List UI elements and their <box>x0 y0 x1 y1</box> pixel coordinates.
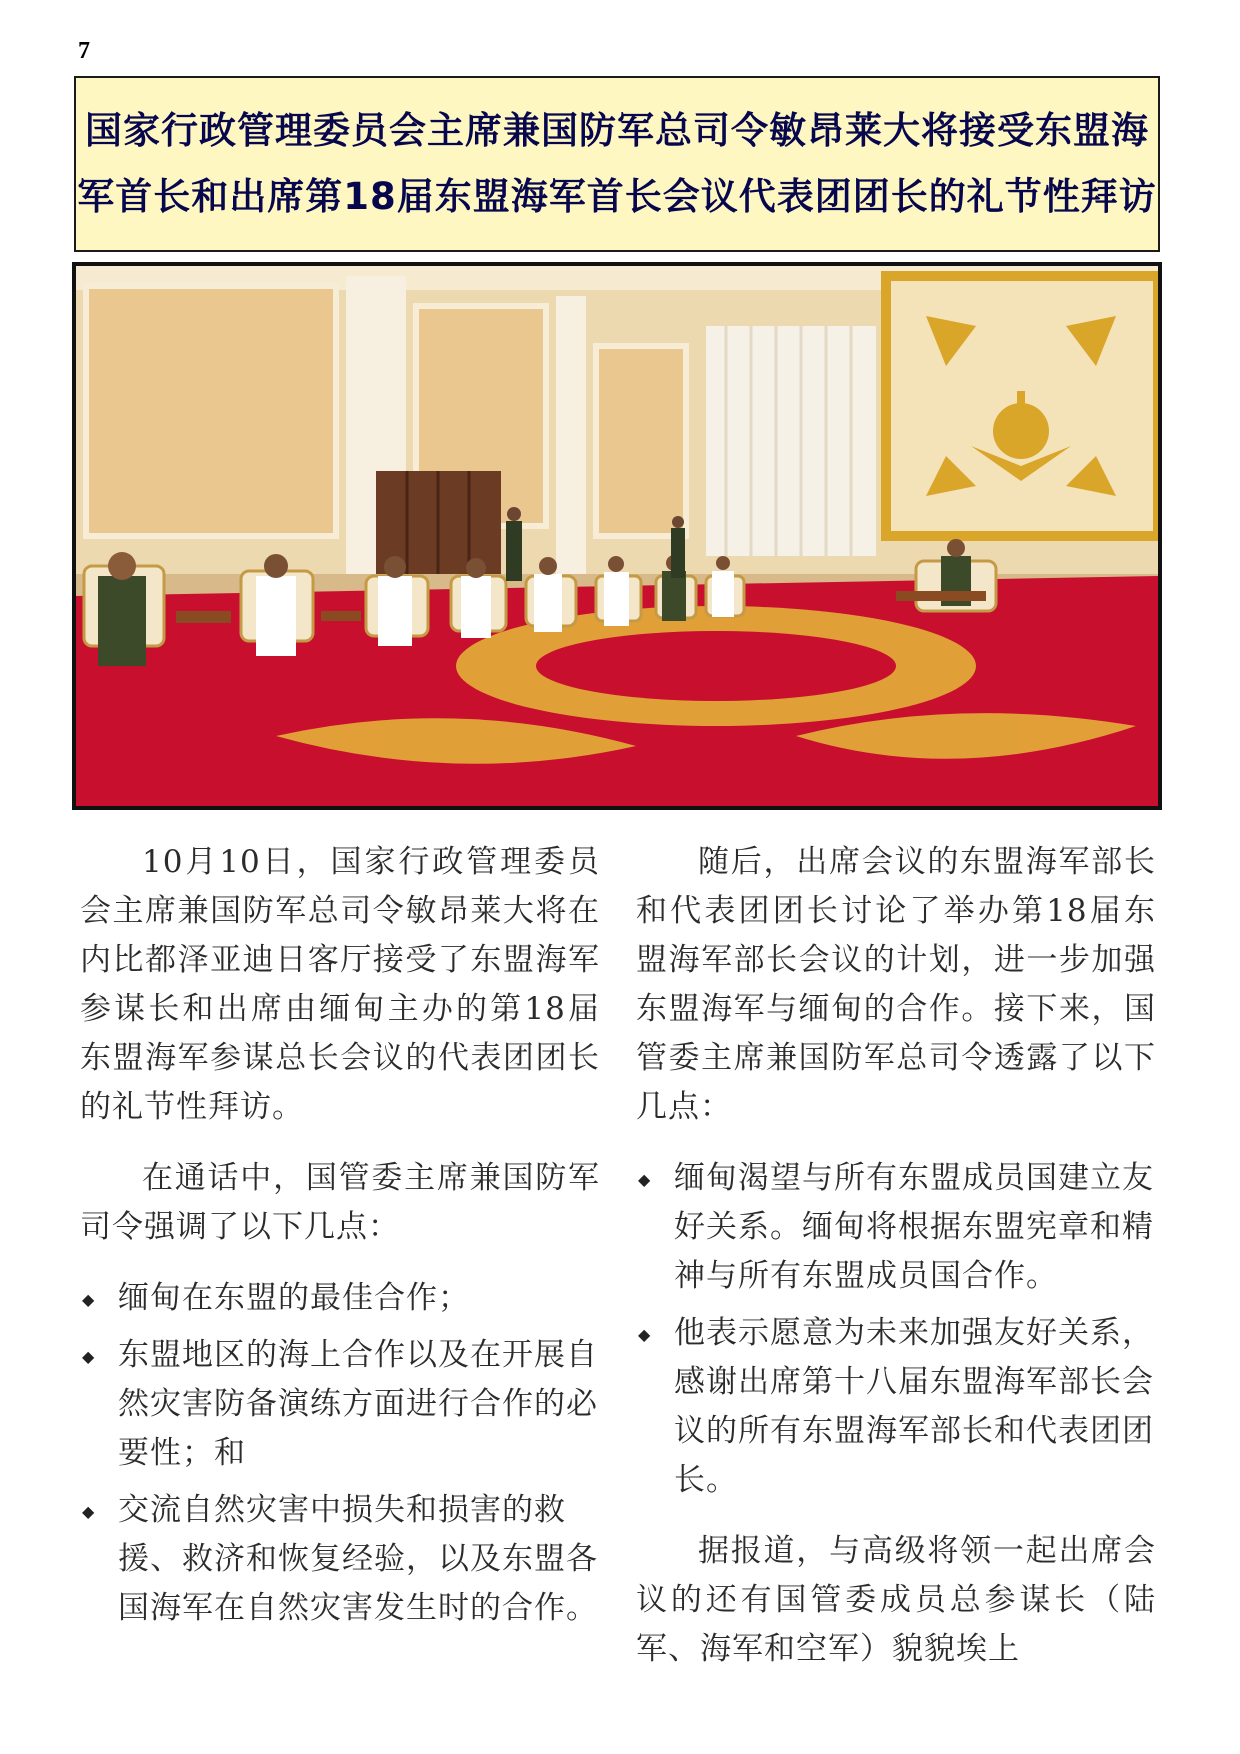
bullet-text: 缅甸在东盟的最佳合作； <box>118 1280 470 1316</box>
list-item <box>80 1331 600 1478</box>
list-item <box>636 1154 1156 1301</box>
right-column <box>636 838 1156 1674</box>
left-column <box>80 838 600 1655</box>
bullet-text: 缅甸渴望与所有东盟成员国建立友好关系。缅甸将根据东盟宪章和精神与所有东盟成员国合作。 <box>674 1160 1154 1294</box>
headline-line-2: 军首长和出席第18届东盟海军首长会议代表团团长的礼节性拜访 <box>77 175 1157 218</box>
meeting-hall-illustration <box>76 266 1158 806</box>
headline-box <box>74 76 1160 252</box>
diamond-bullet-icon: ◆ <box>82 1502 96 1521</box>
page-number: 7 <box>78 38 90 64</box>
list-item <box>636 1309 1156 1505</box>
diamond-bullet-icon: ◆ <box>638 1170 652 1189</box>
right-bullet-list <box>636 1154 1156 1505</box>
left-paragraph-1: 10月10日，国家行政管理委员会主席兼国防军总司令敏昂莱大将在内比都泽亚迪日客厅接受了东盟海军参谋长和出席由缅甸主办的第18届东盟海军参谋总长会议的代表团团长的礼节性拜访。 <box>80 844 600 1125</box>
bullet-text: 交流自然灾害中损失和损害的救援、救济和恢复经验，以及东盟各国海军在自然灾害发生时的合作。 <box>118 1492 598 1626</box>
right-paragraph-2: 据报道，与高级将领一起出席会议的还有国管委成员总参谋长（陆军、海军和空军）貌貌埃上 <box>636 1533 1156 1667</box>
diamond-bullet-icon: ◆ <box>82 1347 96 1366</box>
left-paragraph-2: 在通话中，国管委主席兼国防军司令强调了以下几点： <box>80 1160 600 1245</box>
diamond-bullet-icon: ◆ <box>638 1325 652 1344</box>
right-paragraph-1: 随后，出席会议的东盟海军部长和代表团团长讨论了举办第18届东盟海军部长会议的计划，进一步加强东盟海军与缅甸的合作。接下来，国管委主席兼国防军总司令透露了以下几点： <box>636 844 1156 1125</box>
diamond-bullet-icon: ◆ <box>82 1290 96 1309</box>
headline-line-1: 国家行政管理委员会主席兼国防军总司令敏昂莱大将接受东盟海 <box>85 109 1149 152</box>
bullet-text: 东盟地区的海上合作以及在开展自然灾害防备演练方面进行合作的必要性；和 <box>118 1337 598 1471</box>
bullet-text: 他表示愿意为未来加强友好关系，感谢出席第十八届东盟海军部长会议的所有东盟海军部长和代表团团长。 <box>674 1315 1154 1498</box>
list-item <box>80 1486 600 1633</box>
left-bullet-list <box>80 1274 600 1633</box>
meeting-hall-photo <box>72 262 1162 810</box>
list-item <box>80 1274 600 1323</box>
